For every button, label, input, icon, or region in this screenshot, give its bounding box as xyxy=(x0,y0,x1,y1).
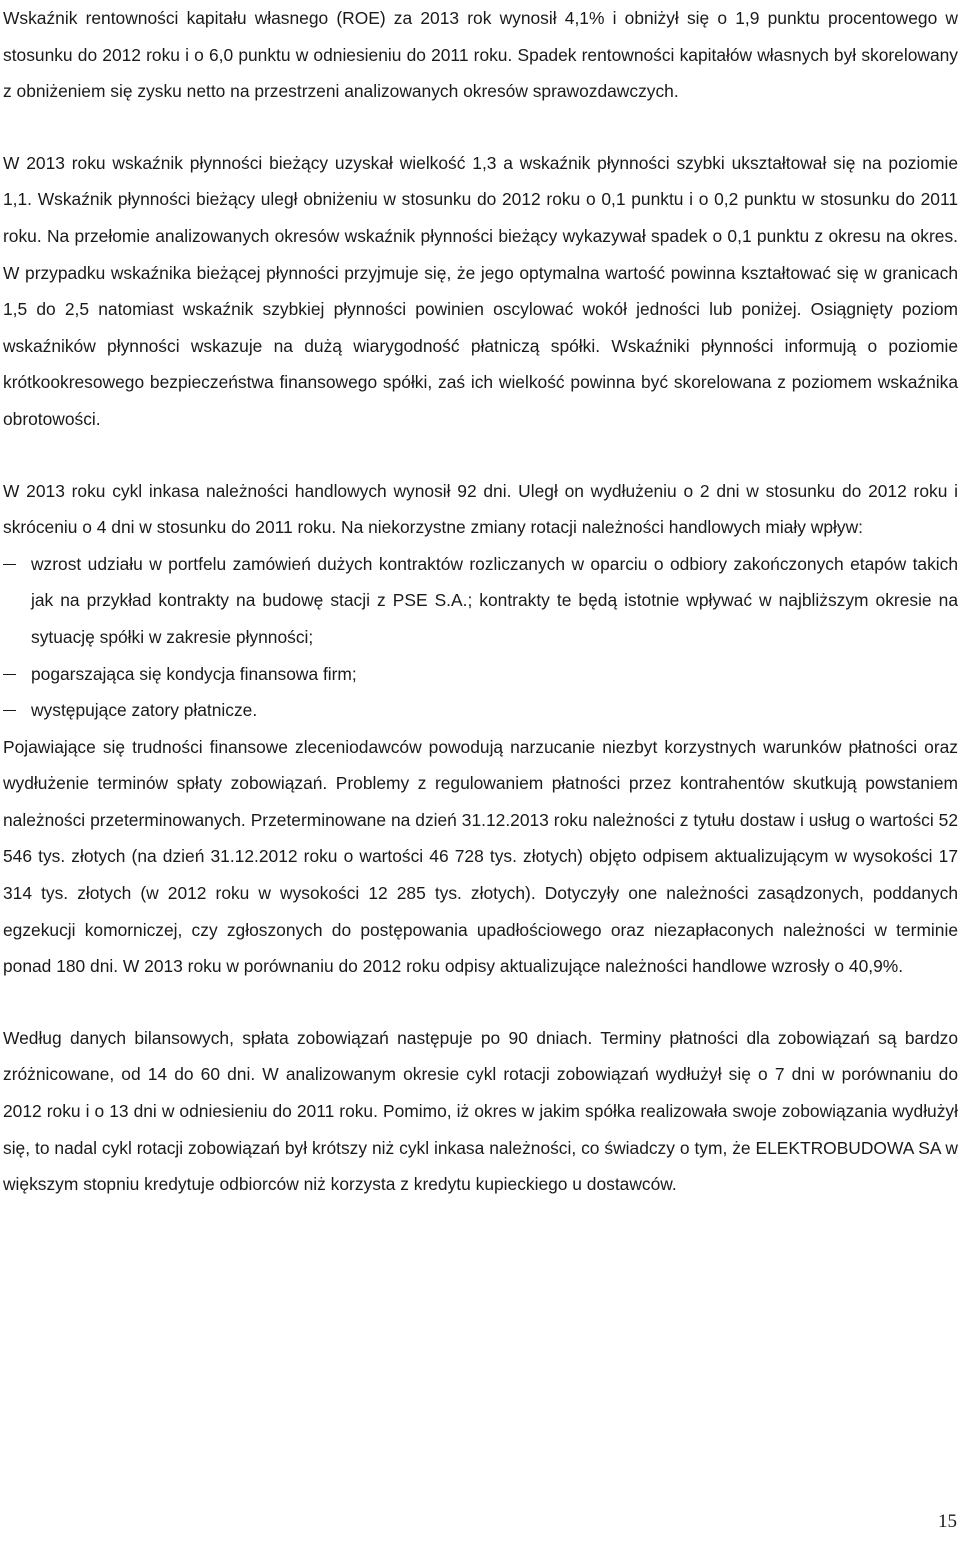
paragraph-liabilities: Według danych bilansowych, spłata zobowiązań następuje po 90 dniach. Terminy płatności dla zobowiązań są bardzo zróżnicowane, od 14 do 60 dni. W analizowanym okresie cykl rotacji zobowiązań wydłużył się o 7 dni w porównaniu do 2012 roku i o 13 dni w odniesieniu do 2011 roku. Pomimo, iż okres w jakim spółka realizowała swoje zobowiązania wydłużył się, to nadal cykl rotacji zobowiązań był krótszy niż cykl inkasa należności, co świadczy o tym, że ELEKTROBUDOWA SA w większym stopniu kredytuje odbiorców niż korzysta z kredytu kupieckiego u dostawców. xyxy=(3,1027,958,1195)
paragraph-gap xyxy=(3,110,958,145)
factors-list xyxy=(3,546,958,729)
paragraph-roe: Wskaźnik rentowności kapitału własnego (ROE) za 2013 rok wynosił 4,1% i obniżył się o 1,9 punktu procentowego w stosunku do 2012 roku i o 6,0 punktu w odniesieniu do 2011 roku. Spadek rentowności kapitałów własnych był skorelowany z obniżeniem się zysku netto na przestrzeni analizowanych okresów sprawozdawczych. xyxy=(3,8,958,102)
list-item xyxy=(3,546,958,656)
dash-bullet-icon xyxy=(3,674,16,675)
paragraph-liquidity: W 2013 roku wskaźnik płynności bieżący uzyskał wielkość 1,3 a wskaźnik płynności szybki ukształtował się na poziomie 1,1. Wskaźnik płynności bieżący uległ obniżeniu w stosunku do 2012 roku o 0,1 punktu i o 0,2 punktu w stosunku do 2011 roku. Na przełomie analizowanych okresów wskaźnik płynności bieżący wykazywał spadek o 0,1 punktu z okresu na okres. W przypadku wskaźnika bieżącej płynności przyjmuje się, że jego optymalna wartość powinna kształtować się w granicach 1,5 do 2,5 natomiast wskaźnik szybkiej płynności powinien oscylować wokół jedności lub poniżej. Osiągnięty poziom wskaźników płynności wskazuje na dużą wiarygodność płatniczą spółki. Wskaźniki płynności informują o poziomie krótkookresowego bezpieczeństwa finansowego spółki, zaś ich wielkość powinna być skorelowana z poziomem wskaźnika obrotowości. xyxy=(3,152,958,429)
list-item xyxy=(3,692,958,729)
paragraph-gap xyxy=(3,985,958,1020)
list-item-text: wzrost udziału w portfelu zamówień dużych kontraktów rozliczanych w oparciu o odbiory zakończonych etapów takich jak na przykład kontrakty na budowę stacji z PSE S.A.; kontrakty te będą istotnie wpływać w najbliższym okresie na sytuację spółki w zakresie płynności; xyxy=(31,553,958,647)
dash-bullet-icon xyxy=(3,564,16,565)
paragraph-gap xyxy=(3,438,958,473)
list-item-text: pogarszająca się kondycja finansowa firm; xyxy=(31,663,357,684)
paragraph-overdue-receivables: Pojawiające się trudności finansowe zleceniodawców powodują narzucanie niezbyt korzystnych warunków płatności oraz wydłużenie terminów spłaty zobowiązań. Problemy z regulowaniem płatności przez kontrahentów skutkują powstaniem należności przeterminowanych. Przeterminowane na dzień 31.12.2013 roku należności z tytułu dostaw i usług o wartości 52 546 tys. złotych (na dzień 31.12.2012 roku o wartości 46 728 tys. złotych) objęto odpisem aktualizującym w wysokości 17 314 tys. złotych (w 2012 roku w wysokości 12 285 tys. złotych). Dotyczyły one należności zasądzonych, poddanych egzekucji komorniczej, czy zgłoszonych do postępowania upadłościowego oraz niezapłaconych należności w terminie ponad 180 dni. W 2013 roku w porównaniu do 2012 roku odpisy aktualizujące należności handlowe wzrosły o 40,9%. xyxy=(3,736,958,977)
list-item-text: występujące zatory płatnicze. xyxy=(31,700,258,721)
document-page xyxy=(3,0,958,1203)
page-number: 15 xyxy=(938,1511,957,1532)
paragraph-receivables-cycle: W 2013 roku cykl inkasa należności handlowych wynosił 92 dni. Uległ on wydłużeniu o 2 dni w stosunku do 2012 roku i skróceniu o 4 dni w stosunku do 2011 roku. Na niekorzystne zmiany rotacji należności handlowych miały wpływ: xyxy=(3,480,958,538)
dash-bullet-icon xyxy=(3,710,16,711)
list-item xyxy=(3,656,958,693)
